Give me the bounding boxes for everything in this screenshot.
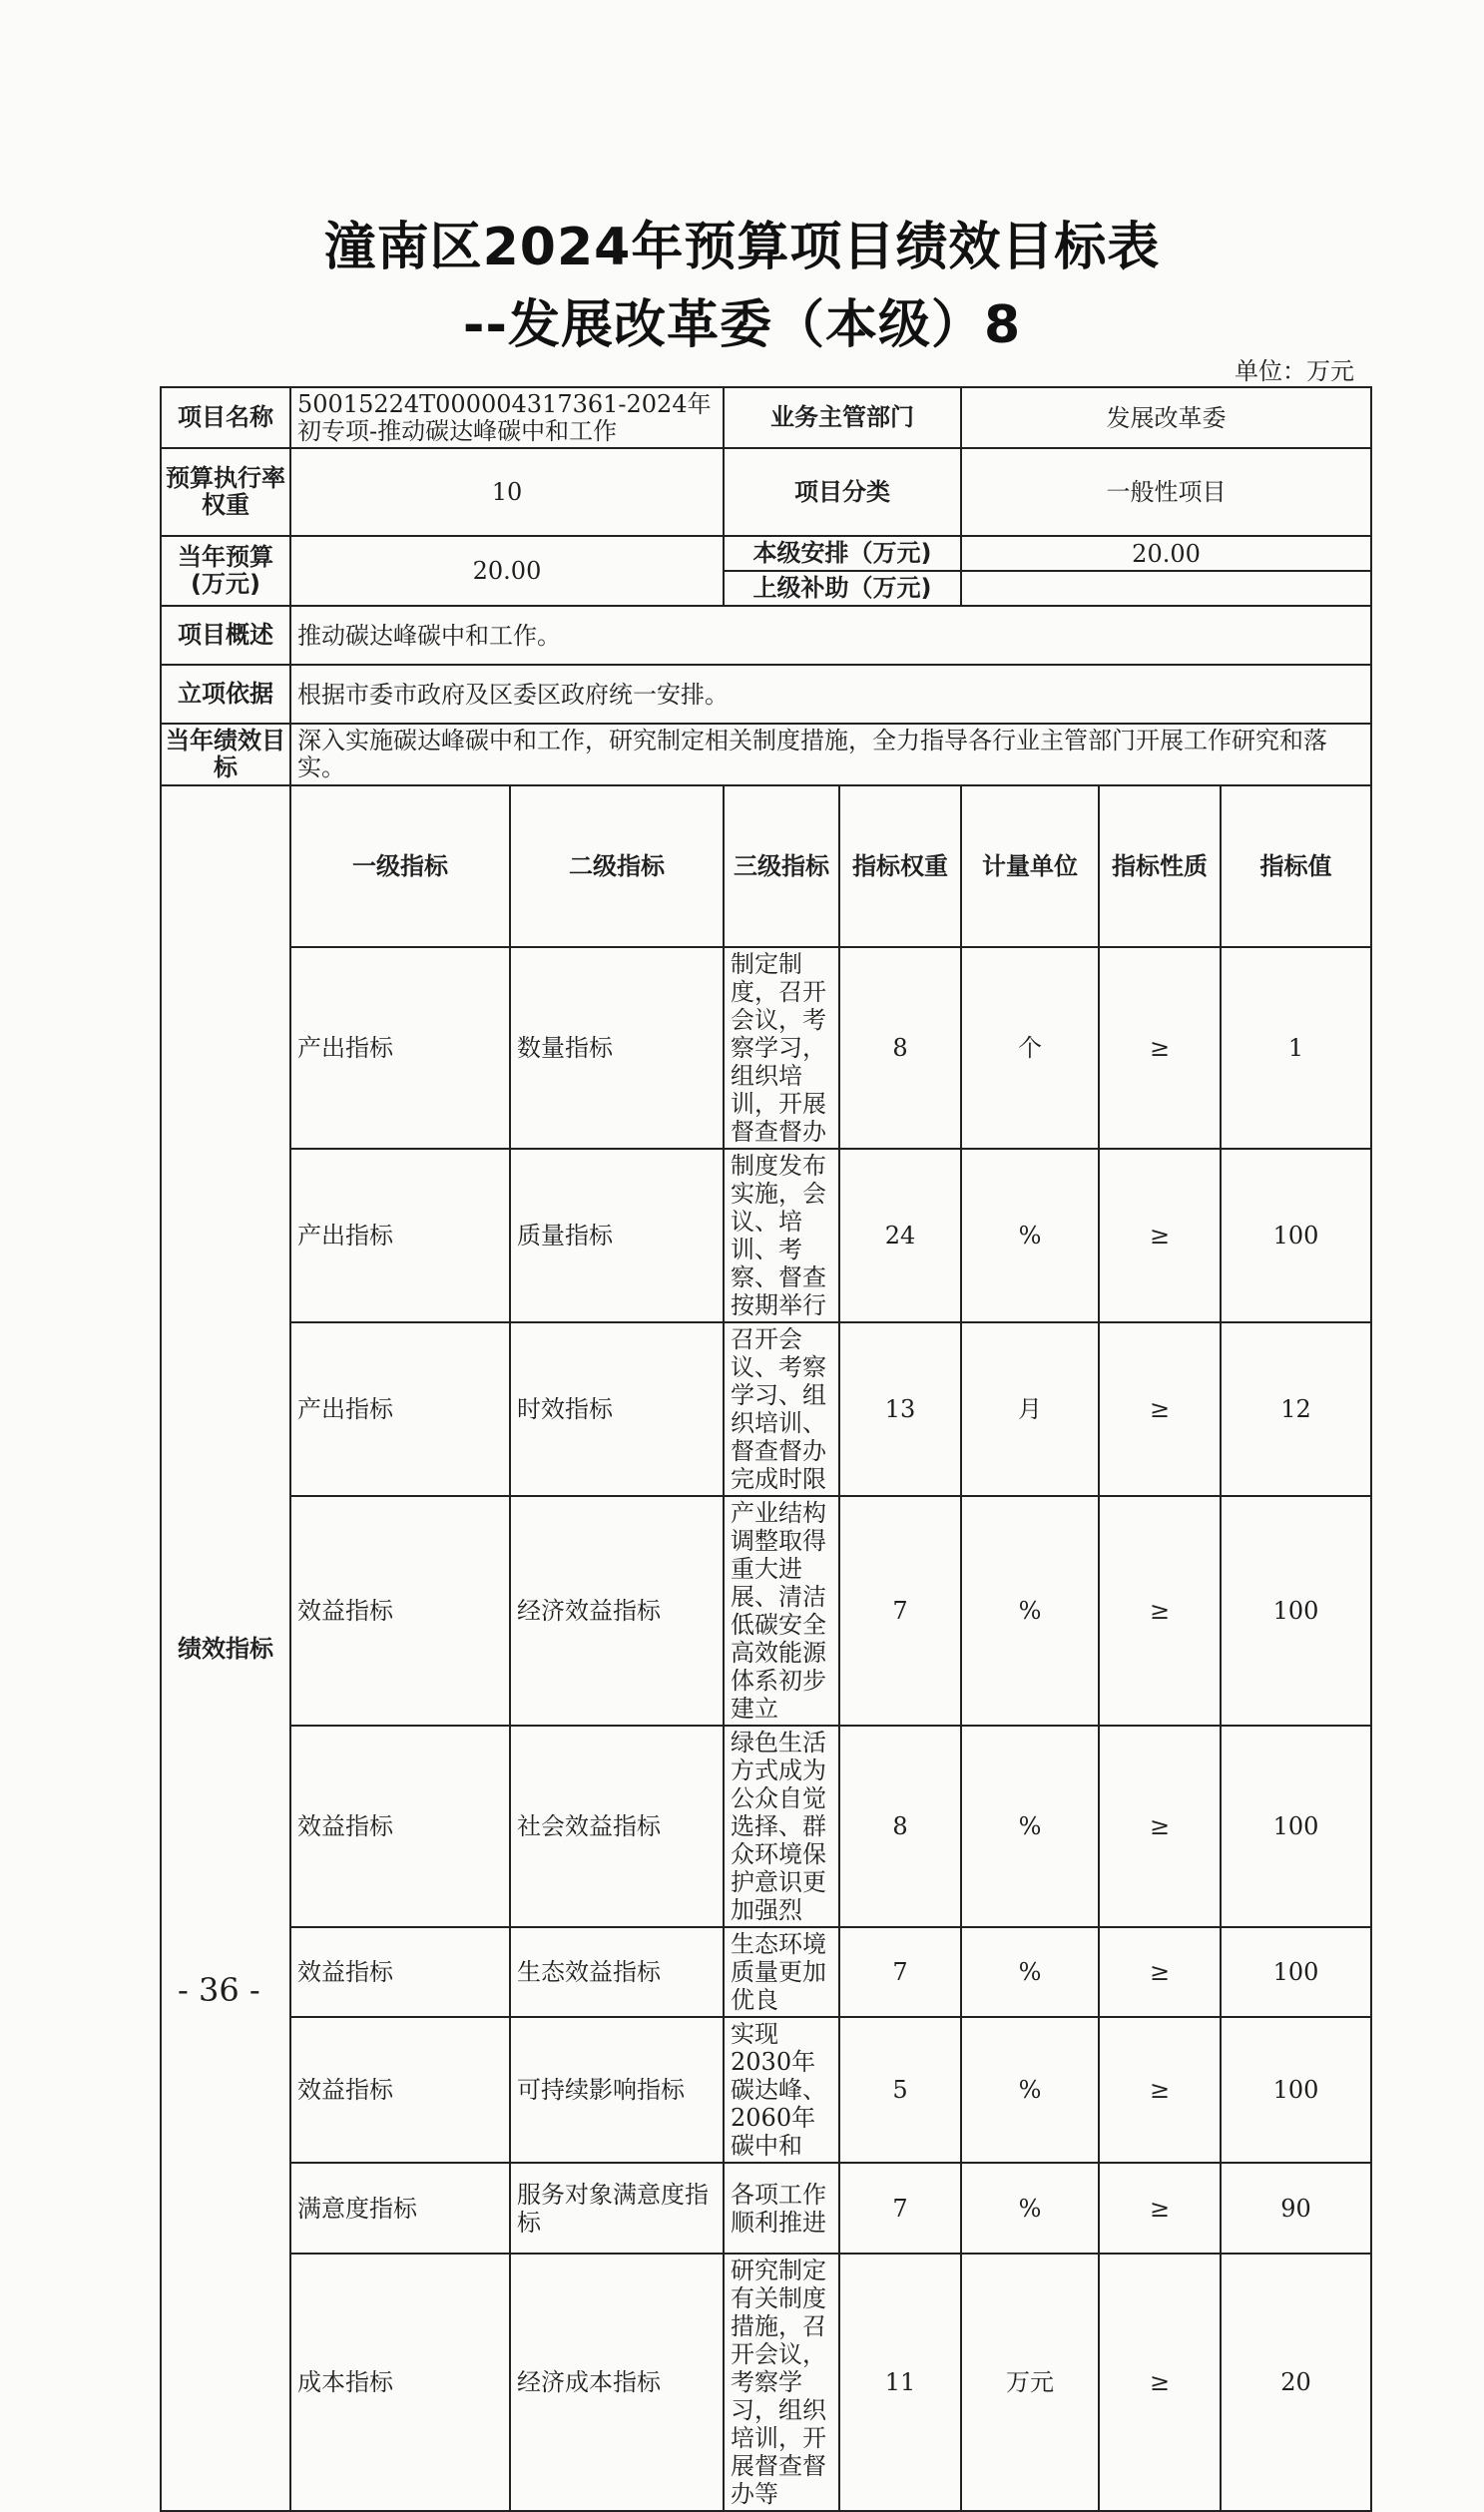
row-level3: 研究制定有关制度措施，召开会议，考察学习，组织培训，开展督查督办等 bbox=[724, 2254, 839, 2511]
row-level1: 成本指标 bbox=[290, 2254, 510, 2511]
table-row bbox=[161, 947, 1371, 1149]
row-level2: 可持续影响指标 bbox=[510, 2017, 724, 2163]
row-level2: 生态效益指标 bbox=[510, 1927, 724, 2017]
row-weight: 8 bbox=[839, 947, 961, 1149]
row-level1: 产出指标 bbox=[290, 947, 510, 1149]
row-level3: 产业结构调整取得重大进展、清洁低碳安全高效能源体系初步建立 bbox=[724, 1496, 839, 1726]
row-unit: 万元 bbox=[961, 2254, 1099, 2511]
row-nature: ≥ bbox=[1099, 947, 1221, 1149]
header-level1: 一级指标 bbox=[290, 785, 510, 947]
header-unit: 计量单位 bbox=[961, 785, 1099, 947]
row-nature: ≥ bbox=[1099, 1149, 1221, 1322]
header-weight: 指标权重 bbox=[839, 785, 961, 947]
row-weight: 13 bbox=[839, 1322, 961, 1496]
row-value: 100 bbox=[1221, 1726, 1371, 1927]
row-weight: 7 bbox=[839, 1496, 961, 1726]
row-unit: 月 bbox=[961, 1322, 1099, 1496]
upper-value bbox=[961, 571, 1371, 606]
row-value: 100 bbox=[1221, 1496, 1371, 1726]
row-value: 100 bbox=[1221, 2017, 1371, 2163]
row-unit: % bbox=[961, 2163, 1099, 2254]
row-level2: 数量指标 bbox=[510, 947, 724, 1149]
row-unit: % bbox=[961, 1726, 1099, 1927]
project-name-label: 项目名称 bbox=[161, 387, 290, 448]
row-level3: 生态环境质量更加优良 bbox=[724, 1927, 839, 2017]
row-value: 100 bbox=[1221, 1149, 1371, 1322]
row-weight: 7 bbox=[839, 1927, 961, 2017]
row-level2: 服务对象满意度指标 bbox=[510, 2163, 724, 2254]
header-value: 指标值 bbox=[1221, 785, 1371, 947]
row-nature: ≥ bbox=[1099, 1496, 1221, 1726]
row-level2: 社会效益指标 bbox=[510, 1726, 724, 1927]
row-value: 90 bbox=[1221, 2163, 1371, 2254]
row-level1: 效益指标 bbox=[290, 2017, 510, 2163]
overview-value: 推动碳达峰碳中和工作。 bbox=[290, 606, 1371, 665]
row-level3: 召开会议、考察学习、组织培训、督查督办完成时限 bbox=[724, 1322, 839, 1496]
row-weight: 5 bbox=[839, 2017, 961, 2163]
row-value: 20 bbox=[1221, 2254, 1371, 2511]
row-level2: 质量指标 bbox=[510, 1149, 724, 1322]
budget-value: 20.00 bbox=[290, 536, 724, 606]
upper-label: 上级补助（万元) bbox=[724, 571, 961, 606]
goal-label: 当年绩效目标 bbox=[161, 724, 290, 785]
table-row bbox=[161, 1927, 1371, 2017]
table-row bbox=[161, 2254, 1371, 2511]
row-level1: 效益指标 bbox=[290, 1496, 510, 1726]
row-unit: % bbox=[961, 1927, 1099, 2017]
row-level3: 制定制度，召开会议，考察学习，组织培训，开展督查督办 bbox=[724, 947, 839, 1149]
row-level1: 产出指标 bbox=[290, 1322, 510, 1496]
row-level1: 满意度指标 bbox=[290, 2163, 510, 2254]
exec-weight-value: 10 bbox=[290, 448, 724, 536]
row-nature: ≥ bbox=[1099, 2017, 1221, 2163]
row-unit: 个 bbox=[961, 947, 1099, 1149]
document-title: 潼南区2024年预算项目绩效目标表 bbox=[323, 218, 1161, 277]
category-value: 一般性项目 bbox=[961, 448, 1371, 536]
row-level3: 制度发布实施，会议、培训、考察、督查按期举行 bbox=[724, 1149, 839, 1322]
row-unit: % bbox=[961, 1496, 1099, 1726]
basis-label: 立项依据 bbox=[161, 665, 290, 724]
row-level1: 效益指标 bbox=[290, 1927, 510, 2017]
header-nature: 指标性质 bbox=[1099, 785, 1221, 947]
row-value: 12 bbox=[1221, 1322, 1371, 1496]
row-weight: 8 bbox=[839, 1726, 961, 1927]
row-level2: 时效指标 bbox=[510, 1322, 724, 1496]
page-number: - 36 - bbox=[178, 1971, 260, 2009]
dept-label: 业务主管部门 bbox=[724, 387, 961, 448]
category-label: 项目分类 bbox=[724, 448, 961, 536]
table-row bbox=[161, 2017, 1371, 2163]
row-nature: ≥ bbox=[1099, 1726, 1221, 1927]
table-row bbox=[161, 1322, 1371, 1496]
local-label: 本级安排（万元) bbox=[724, 536, 961, 571]
row-nature: ≥ bbox=[1099, 1322, 1221, 1496]
row-unit: % bbox=[961, 2017, 1099, 2163]
table-row bbox=[161, 1149, 1371, 1322]
row-level2: 经济成本指标 bbox=[510, 2254, 724, 2511]
row-nature: ≥ bbox=[1099, 1927, 1221, 2017]
document-subtitle: --发展改革委（本级）8 bbox=[462, 295, 1022, 355]
header-level3: 三级指标 bbox=[724, 785, 839, 947]
row-nature: ≥ bbox=[1099, 2163, 1221, 2254]
project-name-value: 50015224T000004317361-2024年初专项-推动碳达峰碳中和工作 bbox=[290, 387, 724, 448]
goal-value: 深入实施碳达峰碳中和工作，研究制定相关制度措施，全力指导各行业主管部门开展工作研究和落实。 bbox=[290, 724, 1371, 785]
table-row bbox=[161, 1496, 1371, 1726]
table-row bbox=[161, 1726, 1371, 1927]
row-level3: 实现2030年碳达峰、2060年碳中和 bbox=[724, 2017, 839, 2163]
basis-value: 根据市委市政府及区委区政府统一安排。 bbox=[290, 665, 1371, 724]
row-value: 100 bbox=[1221, 1927, 1371, 2017]
local-value: 20.00 bbox=[961, 536, 1371, 571]
performance-table bbox=[160, 386, 1372, 2512]
row-level1: 产出指标 bbox=[290, 1149, 510, 1322]
row-unit: % bbox=[961, 1149, 1099, 1322]
row-level1: 效益指标 bbox=[290, 1726, 510, 1927]
row-nature: ≥ bbox=[1099, 2254, 1221, 2511]
dept-value: 发展改革委 bbox=[961, 387, 1371, 448]
exec-weight-label: 预算执行率权重 bbox=[161, 448, 290, 536]
header-level2: 二级指标 bbox=[510, 785, 724, 947]
overview-label: 项目概述 bbox=[161, 606, 290, 665]
row-weight: 24 bbox=[839, 1149, 961, 1322]
row-level3: 绿色生活方式成为公众自觉选择、群众环境保护意识更加强烈 bbox=[724, 1726, 839, 1927]
unit-label: 单位：万元 bbox=[1235, 357, 1354, 385]
row-level3: 各项工作顺利推进 bbox=[724, 2163, 839, 2254]
row-weight: 11 bbox=[839, 2254, 961, 2511]
row-level2: 经济效益指标 bbox=[510, 1496, 724, 1726]
table-row bbox=[161, 2163, 1371, 2254]
budget-label: 当年预算(万元) bbox=[161, 536, 290, 606]
row-value: 1 bbox=[1221, 947, 1371, 1149]
row-weight: 7 bbox=[839, 2163, 961, 2254]
indicators-label: 绩效指标 bbox=[161, 785, 290, 2511]
